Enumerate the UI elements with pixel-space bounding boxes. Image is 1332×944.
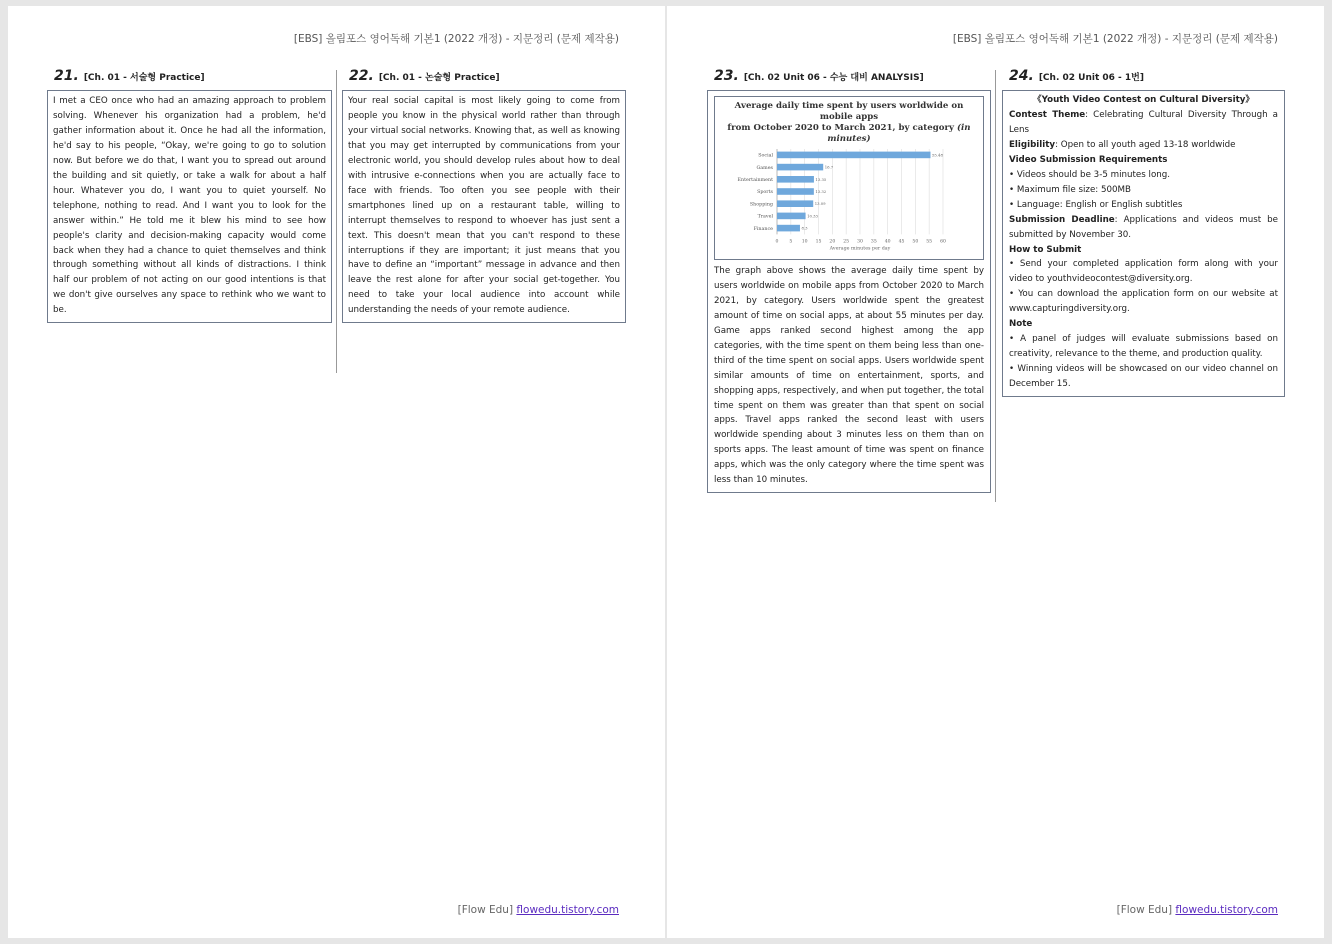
left-page (8, 6, 665, 938)
note-item: • Winning videos will be showcased on our video channel on December 15. (1009, 364, 1278, 390)
chart-title-line1: Average daily time spent by users worldwide on mobile apps (734, 101, 964, 122)
page-header: [EBS] 올림포스 영어독해 기본1 (2022 개정) - 지문정리 (문제 제작용) (952, 33, 1278, 45)
q21-title (54, 68, 205, 84)
q23-title (714, 68, 924, 84)
footer-brand: [Flow Edu] (457, 904, 514, 916)
x-tick-label: 40 (884, 239, 891, 245)
x-tick-label: 60 (940, 239, 946, 245)
x-tick-label: 35 (870, 239, 877, 245)
x-tick-label: 20 (829, 239, 836, 245)
right-page (667, 6, 1324, 938)
q24-number: 24. (1009, 68, 1034, 84)
q23-passage: The graph above shows the average daily time spent by users worldwide on mobile apps from October 2020 to March 2021, by category. Users worldwide spent the greatest amount of time on social apps, at about 55 minutes per day. Game apps ranked second highest among the app categories, with the time spent on them being less than one-third of the time spent on social apps. Users worldwide spent similar amounts of time on entertainment, sports, and shopping apps, respectively, and when put together, the total time spent on them was greater than that spent on social apps. Travel apps ranked the second least with users worldwide spending about 3 minutes less on them than on sports apps. The least amount of time was spent on finance apps, which was the only category where the time spent was less than 10 minutes. (714, 265, 984, 486)
deadline-text: : Applications and videos must be submitted by November 30. (1009, 214, 1279, 240)
bar-travel (777, 213, 806, 220)
bar-games (777, 164, 823, 171)
deadline-label: Submission Deadline (1009, 214, 1115, 225)
value-label: 13.09 (814, 201, 826, 207)
category-label: Shopping (749, 202, 773, 208)
bar-social (777, 152, 930, 159)
column-divider (995, 70, 996, 502)
flyer-eligibility (1009, 138, 1278, 153)
value-label: 55.48 (931, 152, 943, 158)
requirement-item: • Maximum file size: 500MB (1009, 184, 1132, 195)
submit-item: • You can download the application form on our website at www.capturingdiversity.org. (1009, 289, 1278, 315)
requirement-item: • Language: English or English subtitles (1009, 199, 1183, 210)
q24-flyer (1002, 90, 1285, 397)
value-label: 8.3 (801, 225, 808, 231)
q23-number: 23. (714, 68, 739, 84)
q22-passage: Your real social capital is most likely going to come from people you know in the physical world rather than through your virtual social networks. Knowing that, as well as knowing that you may get interrupted by communications from your electronic world, you should develop rules about how to deal with intrusive e-connections when you are actually face to face with friends. Too often you see people with their smartphones lined up on a restaurant table, willing to interrupt themselves to respond to whoever has just sent a text. This doesn't mean that you can't respond to these interruptions if they are important; it just means that you have to define an “important” message in advance and then leave the rest alone for after your social get-together. You need to take your local audience into account while understanding the needs of your remote audience. (342, 90, 626, 323)
eligibility-label: Eligibility (1009, 139, 1056, 150)
bar-chart (719, 145, 979, 251)
q23-box (707, 90, 991, 493)
theme-text: : Celebrating Cultural Diversity Through a Lens (1009, 109, 1278, 135)
q22-number: 22. (349, 68, 374, 84)
footer-brand: [Flow Edu] (1116, 904, 1173, 916)
page-footer (1117, 904, 1278, 916)
bar-entertainment (777, 176, 814, 183)
x-tick-label: 15 (815, 239, 822, 245)
value-label: 13.32 (815, 189, 827, 194)
page-footer (458, 904, 619, 916)
chart-frame (714, 96, 984, 260)
bar-finance (777, 225, 800, 232)
chart-title-units: (in minutes) (827, 123, 971, 144)
flyer-title: 《Youth Video Contest on Cultural Diversity》 (1032, 95, 1255, 105)
category-label: Finance (753, 226, 773, 232)
theme-label: Contest Theme (1009, 109, 1086, 120)
bar-sports (777, 188, 814, 195)
x-tick-label: 45 (898, 239, 905, 245)
flyer-theme (1009, 108, 1278, 138)
page-header: [EBS] 올림포스 영어독해 기본1 (2022 개정) - 지문정리 (문제 제작용) (293, 33, 619, 45)
bar-shopping (777, 200, 813, 207)
x-tick-label: 30 (857, 239, 863, 245)
x-tick-label: 50 (912, 239, 919, 245)
q24-label: [Ch. 02 Unit 06 - 1번] (1038, 73, 1144, 83)
category-label: Entertainment (737, 178, 773, 183)
chart-title-line2: from October 2020 to March 2021, by category (727, 123, 954, 133)
footer-link[interactable]: flowedu.tistory.com (516, 904, 619, 916)
q22-title (349, 68, 500, 84)
chart-title (719, 101, 979, 145)
x-tick-label: 5 (789, 239, 793, 245)
q21-number: 21. (54, 68, 79, 84)
requirement-item: • Videos should be 3-5 minutes long. (1009, 169, 1171, 180)
value-label: 10.33 (807, 213, 818, 219)
x-tick-label: 55 (926, 239, 933, 245)
q21-label: [Ch. 01 - 서술형 Practice] (83, 73, 205, 83)
note-heading: Note (1009, 319, 1033, 330)
category-label: Social (758, 153, 773, 159)
q24-title (1009, 68, 1144, 84)
category-label: Sports (757, 190, 773, 196)
requirements-heading: Video Submission Requirements (1009, 154, 1168, 165)
footer-link[interactable]: flowedu.tistory.com (1175, 904, 1278, 916)
value-label: 16.7 (824, 164, 834, 170)
column-divider (336, 70, 337, 373)
x-axis-label: Average minutes per day (829, 246, 891, 251)
x-tick-label: 0 (775, 239, 779, 245)
category-label: Travel (757, 214, 773, 220)
x-tick-label: 25 (843, 239, 850, 245)
q22-label: [Ch. 01 - 논술형 Practice] (378, 73, 500, 83)
eligibility-text: : Open to all youth aged 13-18 worldwide (1055, 139, 1236, 150)
value-label: 13.35 (815, 176, 827, 182)
q21-passage: I met a CEO once who had an amazing approach to problem solving. Whenever his organization had a problem, he'd gather information about it. Once he had all the information, he'd say to his people, “Okay, we're going to go to solution now. But before we do that, I want you to spread out around the building and sit quietly, or take a walk for about a half hour. Whatever you do, I want you to quiet yourself. No telephone, nothing to read. And I want you to look for the answer within.” He told me it blew his mind to see how people's clarity and decision-making capacity would come back when they had a chance to quiet themselves and think through something without all kinds of distractions. I think half our problem of not acting on our good intentions is that we don't give ourselves any space to rethink who we want to be. (47, 90, 332, 323)
x-tick-label: 10 (801, 239, 808, 245)
flyer-deadline (1009, 213, 1278, 243)
submit-item: • Send your completed application form along with your video to youthvideocontest@diversity.org. (1009, 259, 1278, 285)
category-label: Games (756, 165, 773, 171)
q23-label: [Ch. 02 Unit 06 - 수능 대비 ANALYSIS] (743, 73, 924, 83)
note-item: • A panel of judges will evaluate submissions based on creativity, relevance to the theme, and production quality. (1009, 334, 1278, 360)
how-to-submit-heading: How to Submit (1009, 244, 1082, 255)
